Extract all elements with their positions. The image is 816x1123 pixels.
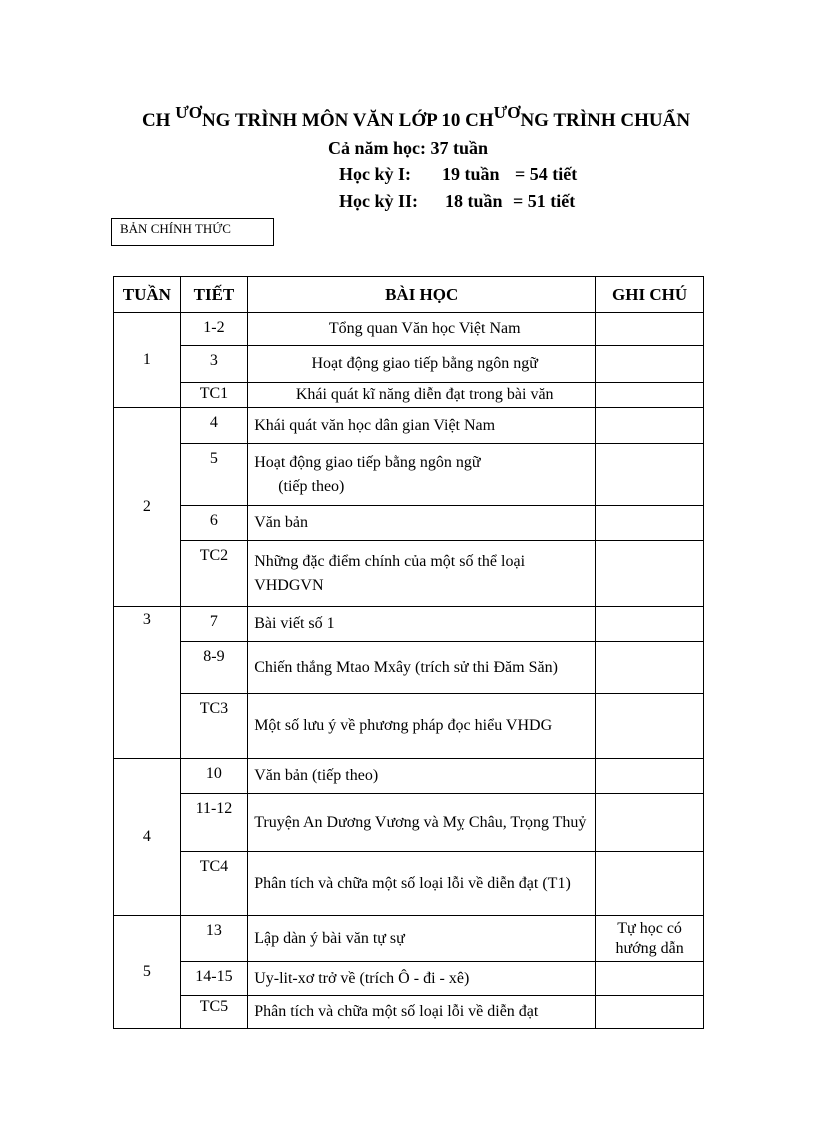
curriculum-table (113, 276, 704, 1029)
lesson-cell: Phân tích và chữa một số loại lỗi về diễn đạt (T1) (248, 852, 596, 916)
note-cell (596, 541, 704, 607)
header-tiet: TIẾT (180, 277, 248, 313)
period-cell: TC5 (180, 996, 248, 1029)
semester-1-total: = 54 tiết (515, 164, 578, 184)
semester-2-label: Học kỳ II: (339, 191, 419, 211)
table-row (114, 408, 704, 444)
lesson-text-continued: (tiếp theo) (278, 477, 345, 495)
table-row (114, 444, 704, 506)
note-cell: Tự học có hướng dẫn (596, 916, 704, 962)
note-cell (596, 383, 704, 408)
lesson-cell: Văn bản (248, 506, 596, 541)
period-cell: 10 (180, 759, 248, 794)
table-row (114, 346, 704, 383)
lesson-cell: Bài viết số 1 (248, 607, 596, 642)
lesson-cell: Phân tích và chữa một số loại lỗi về diễn đạt (248, 996, 596, 1029)
period-cell: TC1 (180, 383, 248, 408)
semester-2-total: = 51 tiết (513, 191, 576, 211)
title-part: NG TRÌNH CHUẨN (520, 110, 691, 131)
table-row (114, 852, 704, 916)
table-row (114, 506, 704, 541)
table-row (114, 759, 704, 794)
semester-1-weeks: 19 tuần (442, 164, 500, 184)
lesson-cell (248, 444, 596, 506)
period-cell: 4 (180, 408, 248, 444)
title-part: NG TRÌNH MÔN VĂN LỚP 10 CH (201, 110, 494, 131)
period-cell: 11-12 (180, 794, 248, 852)
note-cell (596, 346, 704, 383)
lesson-cell: Tổng quan Văn học Việt Nam (248, 313, 596, 346)
period-cell: 6 (180, 506, 248, 541)
header-ghi-chu: GHI CHÚ (596, 277, 704, 313)
note-cell (596, 996, 704, 1029)
table-row (114, 794, 704, 852)
table-row (114, 313, 704, 346)
period-cell: TC2 (180, 541, 248, 607)
note-cell (596, 794, 704, 852)
table-row (114, 996, 704, 1029)
school-year-line: Cả năm học: 37 tuần (327, 138, 488, 158)
lesson-cell: Khái quát kĩ năng diễn đạt trong bài văn (248, 383, 596, 408)
header-tuan: TUẦN (114, 277, 181, 313)
note-cell (596, 313, 704, 346)
note-cell (596, 759, 704, 794)
table-row (114, 916, 704, 962)
table-row (114, 962, 704, 996)
table-row (114, 541, 704, 607)
header-bai-hoc: BÀI HỌC (248, 277, 596, 313)
note-cell (596, 694, 704, 759)
lesson-cell: Những đặc điểm chính của một số thể loại VHDGVN (248, 541, 596, 607)
lesson-cell: Uy-lit-xơ trở về (trích Ô - đi - xê) (248, 962, 596, 996)
note-cell (596, 962, 704, 996)
period-cell: 13 (180, 916, 248, 962)
table-header-row (114, 277, 704, 313)
note-cell (596, 506, 704, 541)
lesson-text: Hoạt động giao tiếp bằng ngôn ngữ (254, 453, 481, 471)
table-row (114, 642, 704, 694)
note-cell (596, 408, 704, 444)
lesson-cell: Hoạt động giao tiếp bằng ngôn ngữ (248, 346, 596, 383)
official-version-badge: BẢN CHÍNH THỨC (111, 218, 274, 246)
week-cell: 2 (114, 408, 181, 607)
period-cell: 14-15 (180, 962, 248, 996)
note-cell (596, 852, 704, 916)
period-cell: 5 (180, 444, 248, 506)
document-title (8, 103, 816, 132)
period-cell: TC3 (180, 694, 248, 759)
table-row (114, 607, 704, 642)
lesson-cell: Một số lưu ý về phương pháp đọc hiểu VHDG (248, 694, 596, 759)
semester-1-label: Học kỳ I: (339, 164, 411, 184)
lesson-cell: Chiến thắng Mtao Mxây (trích sử thi Đăm Săn) (248, 642, 596, 694)
note-cell (596, 607, 704, 642)
table-row (114, 694, 704, 759)
period-cell: 7 (180, 607, 248, 642)
week-cell: 1 (114, 313, 181, 408)
lesson-cell: Lập dàn ý bài văn tự sự (248, 916, 596, 962)
lesson-cell: Truyện An Dương Vương và Mỵ Châu, Trọng Thuỷ (248, 794, 596, 852)
lesson-cell: Văn bản (tiếp theo) (248, 759, 596, 794)
period-cell: 3 (180, 346, 248, 383)
week-cell: 5 (114, 916, 181, 1029)
note-cell (596, 444, 704, 506)
table-row (114, 383, 704, 408)
lesson-cell: Khái quát văn học dân gian Việt Nam (248, 408, 596, 444)
period-cell: TC4 (180, 852, 248, 916)
title-part: CH (141, 110, 171, 131)
week-cell: 3 (114, 607, 181, 759)
period-cell: 1-2 (180, 313, 248, 346)
title-fragment: ƯƠ (175, 103, 202, 122)
title-fragment: ƯƠ (493, 103, 521, 122)
week-cell: 4 (114, 759, 181, 916)
note-cell (596, 642, 704, 694)
period-cell: 8-9 (180, 642, 248, 694)
semester-2-weeks: 18 tuần (445, 191, 503, 211)
